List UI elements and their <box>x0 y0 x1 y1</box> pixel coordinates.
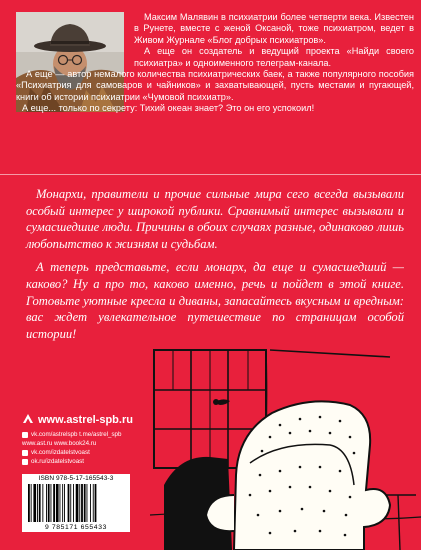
armchair-illustration <box>150 345 421 550</box>
description-paragraph-2: А теперь представьте, если монарх, да еще и сумасшедший — каково? Ну а про то, каково именно, речь и пойдет в этой книге. Готовьте уютные кресла и диваны, запасайтесь вкусным и вредным: вас ждет увлекательное путешествие по страницам особой истории! <box>26 260 404 341</box>
description-paragraph-1: Монархи, правители и прочие сильные мира сего всегда вызывали особый интерес у широкой публики. Сравнимый интерес вызывали и сумасшедшие люди. Причины в обоих случаях разные, одинаково лишь любопытство к жизням и судьбам. <box>26 187 404 251</box>
bio-paragraph-2: А еще он создатель и ведущий проекта «Найди своего психиатра» и одноименного телеграм-канала. <box>134 46 414 68</box>
vk-icon <box>22 432 28 438</box>
publisher-main-site[interactable]: www.astrel-spb.ru <box>22 413 133 427</box>
isbn-code: ISBN 978-5-17-165543-3 <box>38 475 114 482</box>
ok-icon <box>22 459 28 465</box>
book-description <box>26 186 404 349</box>
bio-paragraph-4: А еще... только по секрету: Тихий океан знает? Это он его успокоил! <box>22 103 315 114</box>
bio-paragraph-1: Максим Малявин в психиатрии более четверти века. Известен в Рунете, вместе с женой Оксаной, тоже психиатром, ведет в Живом Журнале «Блог добрых психиатров». <box>134 12 414 45</box>
publisher-links <box>22 413 133 466</box>
divider <box>0 174 421 175</box>
publisher-a-icon <box>22 413 34 427</box>
isbn-digits: 9 785171 655433 <box>45 524 107 531</box>
isbn-barcode-block <box>22 474 130 532</box>
web-links-line[interactable]: www.ast.ru www.book24.ru <box>22 440 97 447</box>
ok-link[interactable]: ok.ru/izdatelstvoast <box>22 457 133 466</box>
barcode <box>26 484 126 522</box>
author-bio <box>0 12 414 115</box>
social-links-line-1[interactable]: vk.com/astrelspb t.me/astrel_spb <box>22 430 133 439</box>
vk-link[interactable]: vk.com/izdatelstvoast <box>22 448 133 457</box>
bio-paragraph-3: А еще — автор немалого количества психиатрических баек, а также популярного пособия «Психиатрия для самоваров и чайников» и захватывающей, пусть местами и пугающей, книги об истории психиатрии «Чумовой психиатр». <box>16 69 414 102</box>
vk-icon <box>22 450 28 456</box>
